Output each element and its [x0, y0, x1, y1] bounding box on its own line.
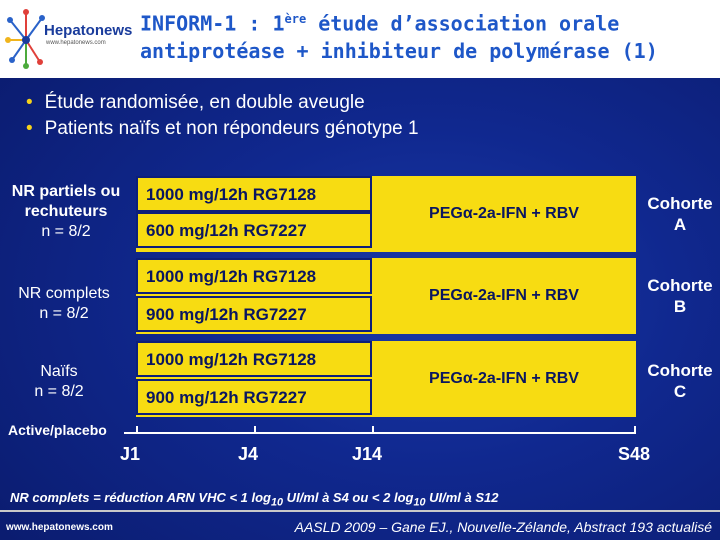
timeline-axis [124, 432, 636, 434]
bullet-item: • Patients naïfs et non répondeurs génotype 1 [26, 118, 419, 139]
cohort-b-rg7128: 1000 mg/12h RG7128 [136, 258, 372, 294]
slide-title [140, 6, 716, 65]
footnote: NR complets = réduction ARN VHC < 1 $\log_{10} UI/ml$ à S4 ou < 2 $\log_{10} UI/ml$ à S12 [10, 490, 499, 509]
footer-source: AASLD 2009 – Gane EJ., Nouvelle-Zélande, Abstract 193 actualisé [294, 519, 712, 535]
footer-site: www.hepatonews.com [6, 522, 113, 533]
cohort-a-peg: PEG α -2a-IFN + RBV [429, 205, 579, 222]
tick-j1 [136, 426, 138, 434]
tick-label-j4: J4 [238, 444, 259, 464]
logo-text: Hepatonews [44, 22, 133, 39]
tick-label-j14: J14 [352, 444, 383, 464]
group-label-naifs: Naïfs n = 8/2 [34, 363, 84, 400]
hepatonews-logo [4, 6, 132, 72]
footer-divider [0, 510, 720, 512]
bullet-list [26, 90, 419, 142]
cohort-b-peg: PEG α -2a-IFN + RBV [429, 287, 579, 304]
title-line-1: INFORM-1 : 1ère étude d’association orale [140, 11, 620, 36]
group-label-nr-partiels: NR partiels ou rechuteurs n = 8/2 [11, 183, 121, 240]
cohort-a-rg7227: 600 mg/12h RG7227 [136, 212, 372, 248]
bullet-icon: • [26, 118, 33, 139]
tick-j14 [372, 426, 374, 434]
cohort-a-label: Cohorte A [647, 194, 713, 234]
cohort-c-rg7128: 1000 mg/12h RG7128 [136, 341, 372, 377]
tick-j4 [254, 426, 256, 434]
group-label-nr-complets: NR complets n = 8/2 [18, 285, 110, 322]
cohort-b-rg7227: 900 mg/12h RG7227 [136, 296, 372, 332]
bullet-item: • Étude randomisée, en double aveugle [26, 92, 365, 113]
bullet-icon: • [26, 92, 33, 113]
logo-url: www.hepatonews.com [46, 40, 106, 46]
cohort-c-rg7227: 900 mg/12h RG7227 [136, 379, 372, 415]
active-placebo-label: Active/placebo [8, 422, 107, 438]
title-line-2: antiprotéase + inhibiteur de polymérase (1) [140, 38, 658, 63]
cohort-c-label: Cohorte C [647, 361, 713, 401]
header [0, 0, 720, 78]
tick-label-j1: J1 [120, 444, 141, 464]
cohort-b-label: Cohorte B [647, 276, 713, 316]
cohort-a-rg7128: 1000 mg/12h RG7128 [136, 176, 372, 212]
tick-label-s48: S48 [618, 444, 651, 464]
cohort-c-peg: PEG α -2a-IFN + RBV [429, 370, 579, 387]
tick-s48 [634, 426, 636, 434]
